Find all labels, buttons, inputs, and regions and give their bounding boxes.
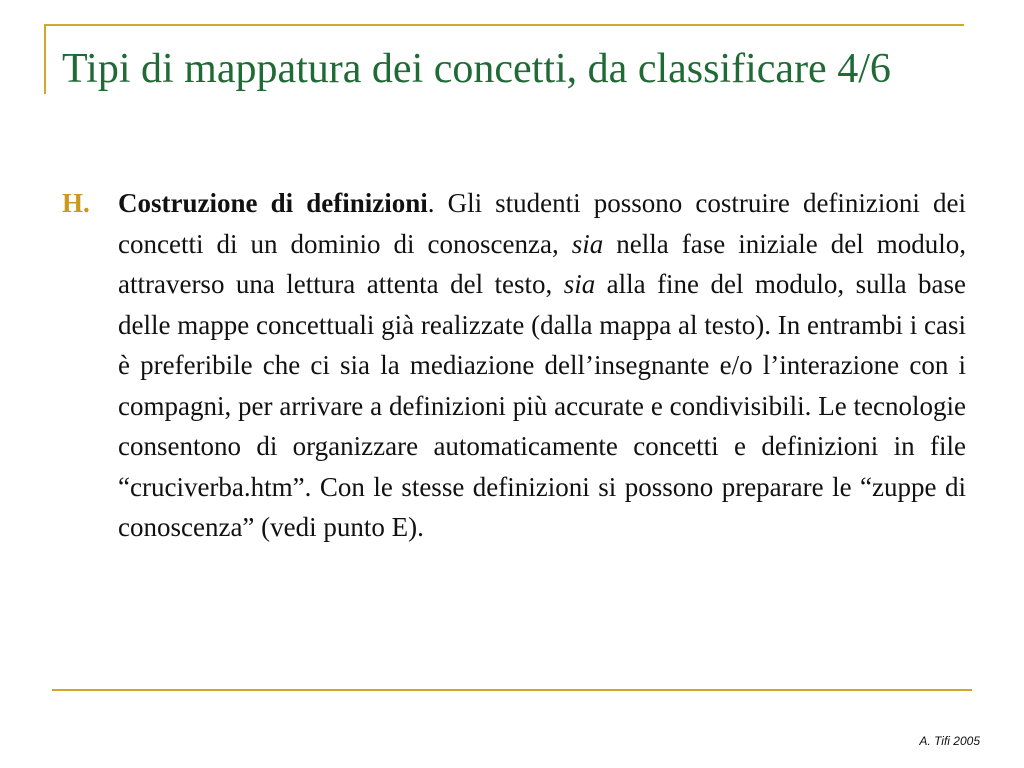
bullet-italic-2: sia bbox=[563, 269, 596, 299]
bullet-lead: Costruzione di definizioni bbox=[118, 188, 428, 218]
slide-title: Tipi di mappatura dei concetti, da classificare 4/6 bbox=[62, 46, 891, 92]
bullet-italic-1: sia bbox=[571, 228, 604, 259]
bullet-item bbox=[62, 183, 966, 548]
footer-credit: A. Tifi 2005 bbox=[919, 734, 980, 748]
frame-bottom-line bbox=[52, 689, 972, 691]
bullet-text bbox=[118, 183, 966, 548]
bullet-marker: H. bbox=[62, 188, 90, 218]
frame-left-line bbox=[44, 24, 46, 94]
bullet-text-part-1: . Gli studenti possono costruire definizioni dei concetti di un dominio di conoscenza, bbox=[118, 188, 966, 259]
bullet-text-part-2: nella fase iniziale del modulo, attraverso una lettura attenta del testo, bbox=[118, 228, 967, 299]
frame-top-line bbox=[44, 24, 964, 26]
bullet-text-part-3: alla fine del modulo, sulla base delle mappe concettuali già realizzate (dalla mappa al testo). In entrambi i casi è preferibile che ci sia la mediazione dell’insegnante e/o l’interazione con i compagni, per arrivare a definizioni più accurate e condivisibili. Le tecnologie consentono di organizzare automaticamente concetti e definizioni in file “cruciverba.htm”. Con le stesse definizioni si possono preparare le “zuppe di conoscenza” (vedi punto E). bbox=[118, 269, 966, 542]
